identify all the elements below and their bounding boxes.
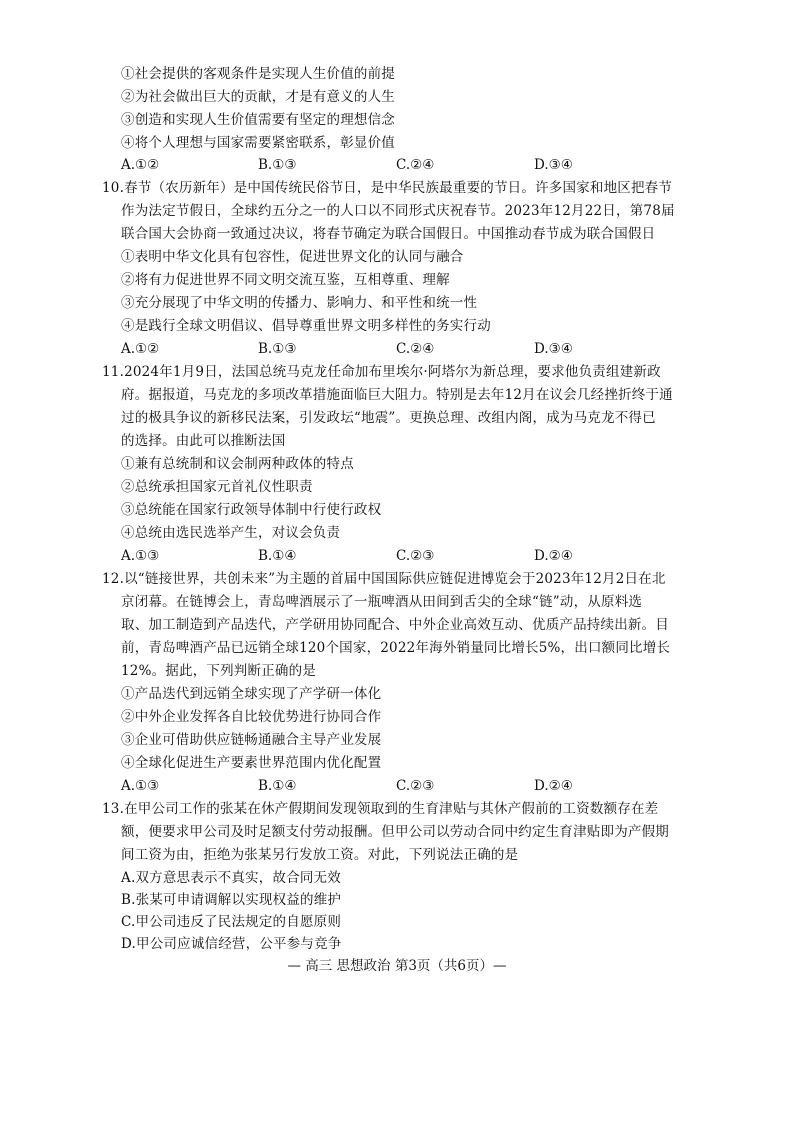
option-c: C.②③ xyxy=(396,778,435,794)
q13-option-a: A.双方意思表示不真实，故合同无效 xyxy=(121,870,341,886)
option-d: D.②④ xyxy=(534,778,573,794)
q12-options xyxy=(121,776,641,796)
option-a: A.①③ xyxy=(121,778,160,794)
q11-stem-line-4: 的选择。由此可以推断法国 xyxy=(121,433,286,449)
q13-option-c: C.甲公司违反了民法规定的自愿原则 xyxy=(121,914,342,930)
q11-item-4: ④总统由选民选举产生，对议会负责 xyxy=(121,525,341,541)
option-c: C.②④ xyxy=(396,341,435,357)
q13-stem-line-3: 间工资为由，拒绝为张某另行发放工资。对此，下列说法正确的是 xyxy=(121,847,519,863)
q13-stem-line-1: 13.在甲公司工作的张某在休产假期间发现领取到的生育津贴与其休产假前的工资数额存在差 xyxy=(102,801,659,817)
option-d: D.③④ xyxy=(534,157,573,173)
page-footer: — 高三 思想政治 第3页（共6页）— xyxy=(287,958,507,974)
q11-item-1: ①兼有总统制和议会制两种政体的特点 xyxy=(121,456,354,472)
q11-stem-line-1: 11.2024年1月9日，法国总统马克龙任命加布里埃尔·阿塔尔为新总理，要求他负责组建新政 xyxy=(102,364,661,380)
q11-item-2: ②总统承担国家元首礼仪性职责 xyxy=(121,479,313,495)
q12-item-1: ①产品迭代到远销全球实现了产学研一体化 xyxy=(121,686,382,702)
prev-item-3: ③创造和实现人生价值需要有坚定的理想信念 xyxy=(121,112,395,128)
option-b: B.①③ xyxy=(258,157,297,173)
option-b: B.①③ xyxy=(258,341,297,357)
q10-options xyxy=(121,339,641,359)
option-d: D.③④ xyxy=(534,341,573,357)
option-a: A.①② xyxy=(121,157,160,173)
option-a: A.①③ xyxy=(121,548,160,564)
option-b: B.①④ xyxy=(258,548,297,564)
q11-item-3: ③总统能在国家行政领导体制中行使行政权 xyxy=(121,502,382,518)
q13-option-d: D.甲公司应诚信经营，公平参与竞争 xyxy=(121,936,342,952)
option-d: D.②④ xyxy=(534,548,573,564)
prev-options xyxy=(121,155,641,175)
prev-item-4: ④将个人理想与国家需要紧密联系，彰显价值 xyxy=(121,135,395,151)
q12-item-2: ②中外企业发挥各自比较优势进行协同合作 xyxy=(121,709,382,725)
prev-item-1: ①社会提供的客观条件是实现人生价值的前提 xyxy=(121,66,395,82)
q12-stem-line-4: 前，青岛啤酒产品已远销全球120个国家，2022年海外销量同比增长5%，出口额同比增长 xyxy=(121,640,671,656)
option-c: C.②④ xyxy=(396,157,435,173)
q11-stem-line-3: 过的极具争议的新移民法案，引发政坛“地震”。更换总理、改组内阁，成为马克龙不得已 xyxy=(121,410,656,426)
q12-stem-line-5: 12%。据此，下列判断正确的是 xyxy=(121,663,317,679)
q11-stem-line-2: 府。据报道，马克龙的多项改革措施面临巨大阻力。特别是去年12月在议会几经挫折终于通 xyxy=(121,387,673,403)
option-b: B.①④ xyxy=(258,778,297,794)
q13-option-b: B.张某可申请调解以实现权益的维护 xyxy=(121,892,342,908)
q10-stem-line-1: 10.春节（农历新年）是中国传统民俗节日，是中华民族最重要的节日。许多国家和地区把春节 xyxy=(102,180,673,196)
q11-options xyxy=(121,546,641,566)
q12-stem-line-2: 京闭幕。在链博会上，青岛啤酒展示了一瓶啤酒从田间到舌尖的全球“链”动，从原料选 xyxy=(121,594,643,610)
option-a: A.①② xyxy=(121,341,160,357)
q13-stem-line-2: 额，便要求甲公司及时足额支付劳动报酬。但甲公司以劳动合同中约定生育津贴即为产假期 xyxy=(121,824,669,840)
q12-item-3: ③企业可借助供应链畅通融合主导产业发展 xyxy=(121,732,382,748)
prev-item-2: ②为社会做出巨大的贡献，才是有意义的人生 xyxy=(121,89,395,105)
q10-stem-line-2: 作为法定节假日，全球约五分之一的人口以不同形式庆祝春节。2023年12月22日，第78届 xyxy=(121,203,675,219)
q12-item-4: ④全球化促进生产要素世界范围内优化配置 xyxy=(121,755,382,771)
option-c: C.②③ xyxy=(396,548,435,564)
q12-stem-line-3: 取、加工制造到产品迭代，产学研用协同配合、中外企业高效互动、优质产品持续出新。目 xyxy=(121,617,669,633)
q10-stem-line-3: 联合国大会协商一致通过决议，将春节确定为联合国假日。中国推动春节成为联合国假日 xyxy=(121,226,656,242)
q10-item-1: ①表明中华文化具有包容性，促进世界文化的认同与融合 xyxy=(121,249,464,265)
q10-item-4: ④是践行全球文明倡议、倡导尊重世界文明多样性的务实行动 xyxy=(121,318,491,334)
q12-stem-line-1: 12.以“链接世界，共创未来”为主题的首届中国国际供应链促进博览会于2023年12月2日在北 xyxy=(102,571,666,587)
q10-item-2: ②将有力促进世界不同文明交流互鉴，互相尊重、理解 xyxy=(121,272,450,288)
q10-item-3: ③充分展现了中华文明的传播力、影响力、和平性和统一性 xyxy=(121,295,478,311)
